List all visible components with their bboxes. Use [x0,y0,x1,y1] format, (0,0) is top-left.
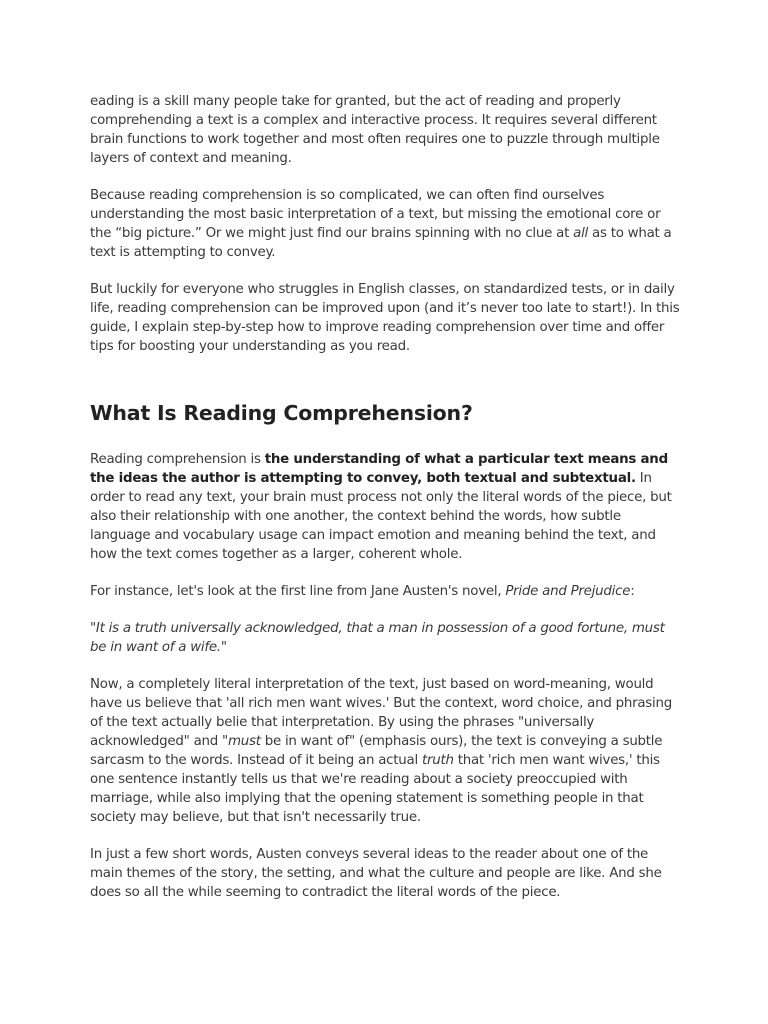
instance-text-b: : [630,584,635,599]
interpretation-text-b: be in want of" (emphasis ours), the text is conveying a subtle sarcasm to the words. Instead of it being an actual [90,734,663,768]
intro-paragraph-2-text-a: Because reading comprehension is so complicated, we can often find ourselves understanding the most basic interpretation of a text, but missing the emotional core or the “big picture.” Or we might just find our brains spinning with no clue at [90,188,661,241]
interpretation-paragraph [90,675,680,827]
definition-text-b: In order to read any text, your brain must process not only the literal words of the piece, but also their relationship with one another, the context behind the words, how subtle language and vocabulary usage can impact emotion and meaning behind the text, and how the text comes together as a larger, coherent whole. [90,471,672,562]
instance-paragraph [90,582,680,601]
section-heading: What Is Reading Comprehension? [90,401,473,425]
definition-paragraph [90,450,680,564]
instance-text-a: For instance, let's look at the first line from Jane Austen's novel, [90,584,506,599]
novel-title: Pride and Prejudice [505,584,631,599]
definition-text-a: Reading comprehension is [90,452,265,467]
quote-paragraph: "It is a truth universally acknowledged, that a man in possession of a good fortune, must be in want of a wife." [90,621,665,655]
interpretation-text-c: that 'rich men want wives,' this one sentence instantly tells us that we're reading about a society preoccupied with marriage, while also implying that the opening statement is something people in that society may believe, but that isn't necessarily true. [90,753,660,825]
interpretation-emphasis-truth: truth [421,753,454,768]
intro-paragraph-2-emphasis: all [573,226,589,241]
interpretation-emphasis-must: must [227,734,261,749]
definition-bold-text: the understanding of what a particular text means and the ideas the author is attempting to convey, both textual and subtextual. [90,452,668,486]
intro-paragraph-2 [90,186,680,262]
document-page [90,92,680,902]
interpretation-text-a: Now, a completely literal interpretation of the text, just based on word-meaning, would have us believe that 'all rich men want wives.' But the context, word choice, and phrasing of the text actually belie that interpretation. By using the phrases "universally acknowledged" and " [90,677,672,749]
intro-paragraph-3: But luckily for everyone who struggles in English classes, on standardized tests, or in daily life, reading comprehension can be improved upon (and it’s never too late to start!). In this guide, I explain step-by-step how to improve reading comprehension over time and offer tips for boosting your understanding as you read. [90,282,680,354]
closing-paragraph: In just a few short words, Austen conveys several ideas to the reader about one of the main themes of the story, the setting, and what the culture and people are like. And she does so all the while seeming to contradict the literal words of the piece. [90,847,662,900]
intro-paragraph-1: eading is a skill many people take for granted, but the act of reading and properly comprehending a text is a complex and interactive process. It requires several different brain functions to work together and most often requires one to puzzle through multiple layers of context and meaning. [90,94,660,166]
intro-paragraph-2-text-b: as to what a text is attempting to convey. [90,226,672,260]
